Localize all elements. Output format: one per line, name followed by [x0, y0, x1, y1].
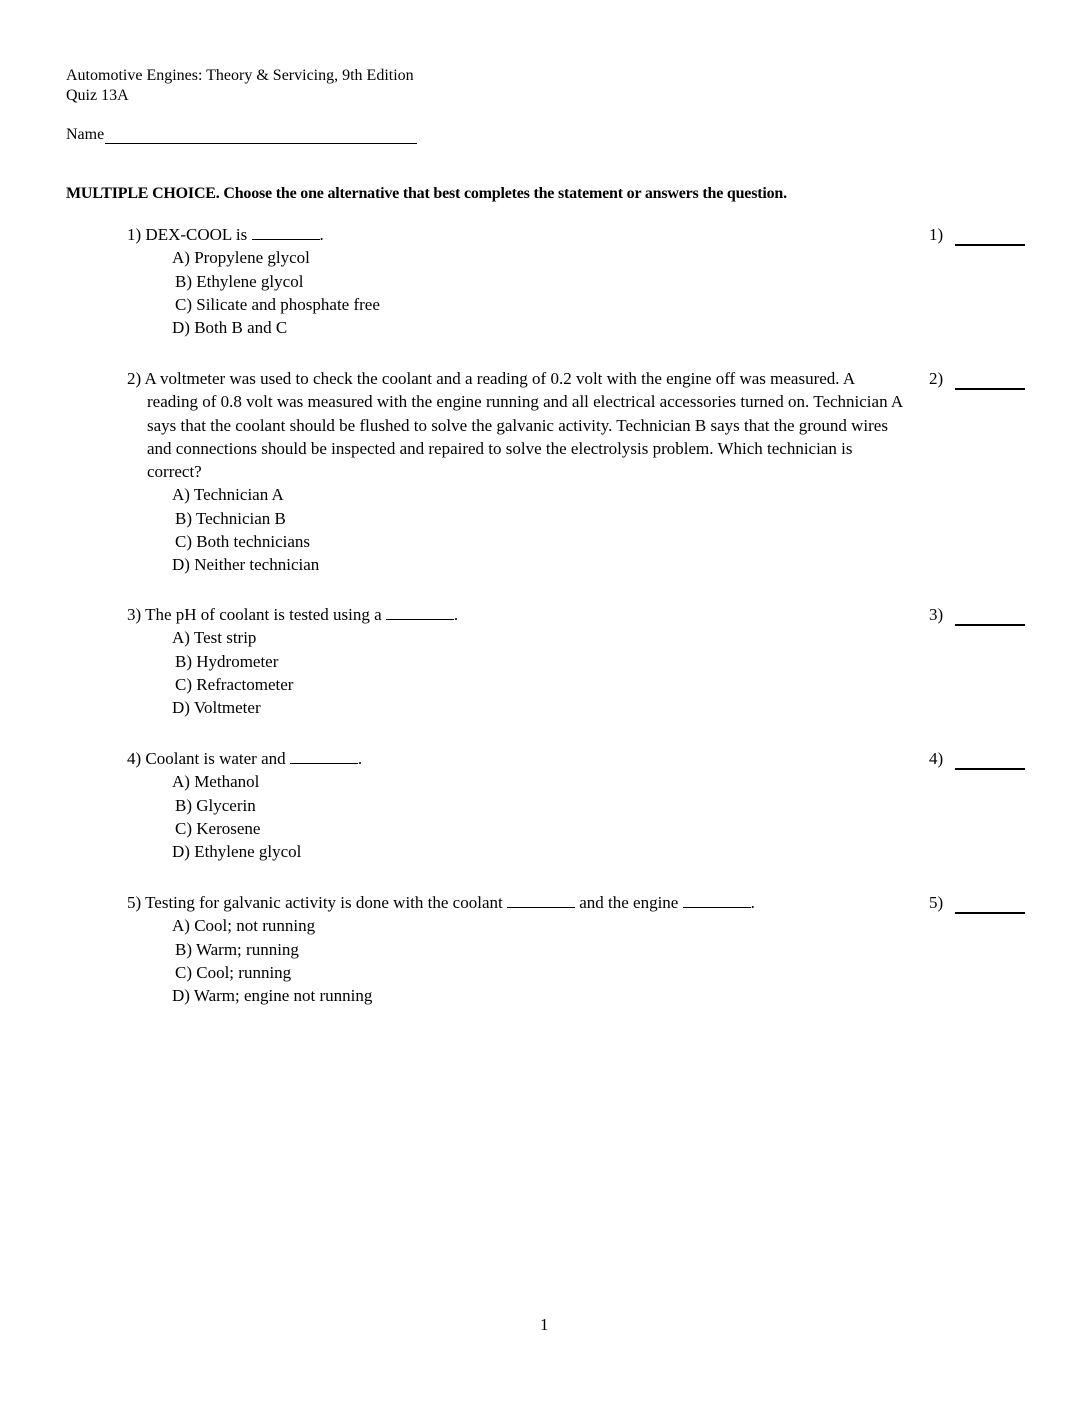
option-b[interactable]: B) Glycerin — [175, 795, 256, 815]
page-number: 1 — [540, 1315, 549, 1334]
answer-options — [172, 626, 1057, 719]
question-3 — [127, 603, 1057, 719]
answer-line[interactable] — [955, 226, 1025, 246]
answer-line[interactable] — [955, 894, 1025, 914]
option-d[interactable]: D) Ethylene glycol — [172, 842, 302, 862]
option-c[interactable]: C) Cool; running — [175, 962, 292, 982]
option-d[interactable]: D) Warm; engine not running — [172, 986, 373, 1006]
name-field-row — [66, 125, 417, 144]
question-stem: 5) Testing for galvanic activity is done with the coolant and the engine . — [127, 893, 755, 912]
option-b[interactable]: B) Ethylene glycol — [175, 271, 304, 291]
question-2 — [127, 367, 1057, 577]
option-d[interactable]: D) Neither technician — [172, 555, 320, 575]
answer-number: 5) — [929, 893, 944, 912]
answer-slot — [929, 367, 1025, 390]
question-stem: 2) A voltmeter was used to check the coolant and a reading of 0.2 volt with the engine off was measured. A reading of 0.8 volt was measured with the engine running and all electrical accessories turned on. Technician A says that the coolant should be flushed to solve the galvanic activity. Technician B says that the ground wires and connections should be inspected and repaired to solve the electrolysis problem. Which technician is correct? — [127, 369, 903, 482]
book-title: Automotive Engines: Theory & Servicing, 9th Edition — [66, 67, 414, 84]
answer-slot — [929, 891, 1025, 914]
question-5 — [127, 891, 1057, 1007]
section-instructions: MULTIPLE CHOICE. Choose the one alternative that best completes the statement or answers the question. — [66, 185, 787, 202]
answer-slot — [929, 603, 1025, 626]
answer-options — [172, 246, 1057, 339]
answer-line[interactable] — [955, 750, 1025, 770]
option-b[interactable]: B) Hydrometer — [175, 651, 279, 671]
document-header — [66, 66, 414, 106]
answer-number: 4) — [929, 749, 944, 768]
question-stem: 3) The pH of coolant is tested using a . — [127, 605, 459, 624]
option-c[interactable]: C) Silicate and phosphate free — [175, 294, 380, 314]
option-d[interactable]: D) Voltmeter — [172, 698, 261, 718]
question-stem: 1) DEX-COOL is . — [127, 225, 324, 244]
option-a[interactable]: A) Cool; not running — [172, 916, 316, 936]
fill-blank — [683, 893, 751, 908]
answer-slot — [929, 747, 1025, 770]
option-b[interactable]: B) Technician B — [175, 508, 286, 528]
option-d[interactable]: D) Both B and C — [172, 318, 288, 338]
option-c[interactable]: C) Both technicians — [175, 532, 311, 552]
name-input-line[interactable] — [105, 125, 417, 144]
option-c[interactable]: C) Refractometer — [175, 674, 294, 694]
fill-blank — [252, 225, 320, 240]
answer-options — [172, 914, 1057, 1007]
question-1 — [127, 223, 1057, 339]
answer-number: 3) — [929, 605, 944, 624]
option-b[interactable]: B) Warm; running — [175, 939, 299, 959]
answer-options — [172, 483, 1057, 576]
option-a[interactable]: A) Propylene glycol — [172, 248, 310, 268]
fill-blank — [290, 749, 358, 764]
option-a[interactable]: A) Test strip — [172, 628, 257, 648]
fill-blank — [386, 605, 454, 620]
option-a[interactable]: A) Technician A — [172, 485, 284, 505]
question-stem: 4) Coolant is water and . — [127, 749, 363, 768]
answer-options — [172, 770, 1057, 863]
question-4 — [127, 747, 1057, 863]
fill-blank — [507, 893, 575, 908]
option-c[interactable]: C) Kerosene — [175, 818, 261, 838]
name-label: Name — [66, 126, 105, 143]
answer-line[interactable] — [955, 370, 1025, 390]
option-a[interactable]: A) Methanol — [172, 772, 260, 792]
answer-number: 2) — [929, 369, 944, 388]
quiz-title: Quiz 13A — [66, 87, 129, 104]
answer-line[interactable] — [955, 606, 1025, 626]
answer-number: 1) — [929, 225, 944, 244]
answer-slot — [929, 223, 1025, 246]
